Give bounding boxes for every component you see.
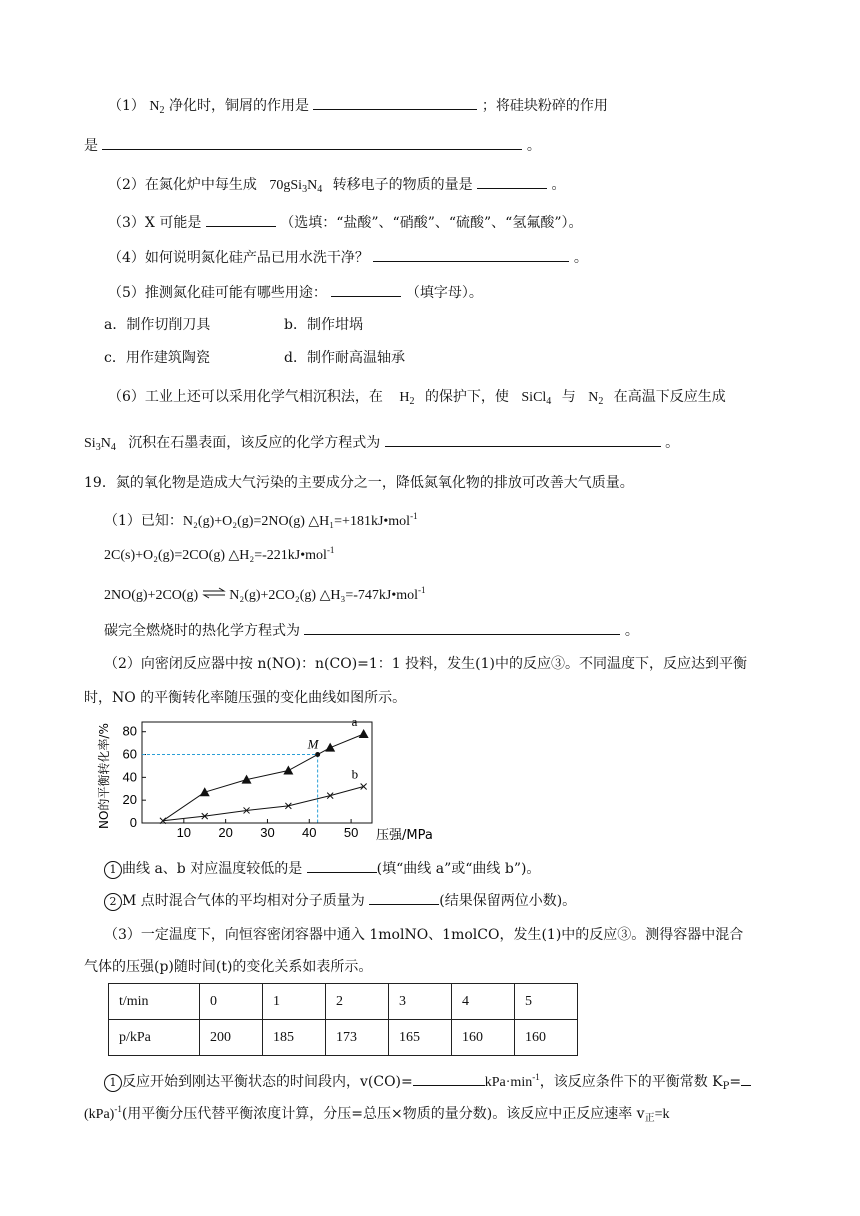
punctuation: = — [729, 1074, 742, 1090]
table-cell: 200 — [200, 1020, 263, 1056]
answer-blank[interactable] — [369, 890, 439, 905]
x-tick-label: 20 — [218, 825, 233, 840]
option-b: b．制作坩埚 — [284, 317, 363, 333]
subscript: 2 — [159, 105, 165, 116]
unit: kPa·min — [484, 1075, 533, 1090]
table-cell: 185 — [263, 1020, 326, 1056]
answer-blank[interactable] — [741, 1071, 751, 1086]
question-text: 的保护下，使 — [424, 389, 509, 405]
punctuation: 。 — [551, 177, 566, 193]
q19-s2-line1: （2）向密闭反应器中按 n(NO)：n(CO)=1：1 投料，发生(1)中的反应③。不同温度下，反应达到平衡 — [104, 656, 747, 672]
formula: H — [399, 390, 410, 405]
question-text: （6）工业上还可以采用化学气相沉积法，在 — [108, 389, 383, 405]
answer-blank[interactable] — [331, 282, 401, 297]
answer-blank[interactable] — [304, 620, 620, 635]
q19-eq1-line: （1）已知：N₂(g)+O₂(g)=2NO(g) △H₁=+181kJ•mol$^{-1}$ — [104, 511, 418, 529]
punctuation: 。 — [624, 623, 639, 639]
question-text: (用平衡分压代替平衡浓度计算，分压=总压×物质的量分数)。该反应中正反应速率 v — [121, 1106, 645, 1122]
x-tick-label: 50 — [343, 825, 359, 840]
table-cell: 5 — [515, 984, 578, 1020]
q18-part1-line2 — [84, 135, 541, 156]
subscript: 正 — [644, 1113, 655, 1124]
punctuation: 。 — [665, 435, 680, 451]
superscript: -1 — [418, 585, 426, 595]
point-M — [315, 752, 320, 757]
q19-s3-line1: （3）一定温度下，向恒容密闭容器中通入 1molNO、1molCO，发生(1)中的反应③。测得容器中混合 — [104, 927, 744, 943]
series-a-point — [359, 729, 369, 738]
table-cell: 160 — [515, 1020, 578, 1056]
q18-part2 — [108, 174, 566, 200]
question-text: 净化时，铜屑的作用是 — [168, 98, 309, 114]
question-text: （5）推测氮化硅可能有哪些用途： — [108, 285, 327, 301]
subscript: 2 — [409, 396, 415, 407]
circled-number: 1 — [104, 861, 122, 879]
table-cell: 4 — [452, 984, 515, 1020]
circled-number: 1 — [104, 1074, 122, 1092]
series-a-point — [283, 766, 293, 775]
formula: N — [307, 178, 318, 193]
table-cell: 0 — [200, 984, 263, 1020]
punctuation: 。 — [526, 138, 541, 154]
q19-eq2-line — [104, 540, 334, 566]
answer-blank[interactable] — [477, 174, 547, 189]
y-tick-label: 20 — [122, 792, 137, 808]
q18-part1-line1 — [108, 95, 608, 121]
circled-number: 2 — [104, 893, 122, 911]
question-text: （选填：“盐酸”、“硝酸”、“硫酸”、“氢氟酸”）。 — [280, 215, 583, 231]
subscript: 4 — [110, 442, 116, 453]
q18-part3 — [108, 212, 583, 233]
table-cell: 165 — [389, 1020, 452, 1056]
subscript: 2 — [598, 396, 604, 407]
pressure-table — [108, 983, 578, 1056]
table-row — [109, 1020, 578, 1056]
answer-blank[interactable] — [385, 432, 661, 447]
question-text: 转移电子的物质的量是 — [332, 177, 473, 193]
y-tick-label: 80 — [122, 723, 137, 739]
series-label: a — [351, 716, 358, 729]
question-text: （2）在氮化炉中每生成 — [108, 177, 257, 193]
superscript: -1 — [326, 545, 335, 555]
answer-blank[interactable] — [413, 1071, 485, 1086]
table-cell: 2 — [326, 984, 389, 1020]
option-d: d．制作耐高温轴承 — [284, 350, 405, 366]
formula: N — [588, 390, 599, 405]
formula: SiCl — [521, 390, 547, 405]
question-text: 曲线 a、b 对应温度较低的是 — [122, 861, 303, 877]
question-text: ，该反应条件下的平衡常数 K — [539, 1074, 723, 1090]
equilibrium-arrow-icon — [202, 586, 226, 606]
series-a-point — [200, 787, 210, 796]
question-text: （3）X 可能是 — [108, 215, 202, 231]
q18-part6-line1 — [108, 387, 726, 412]
q18-part5 — [108, 282, 483, 303]
equation-3-right: N₂(g)+2CO₂(g) △H₃=-747kJ•mol — [229, 588, 419, 603]
y-axis-label: NO的平衡转化率/% — [97, 723, 111, 829]
question-text: 碳完全燃烧时的热化学方程式为 — [104, 623, 300, 639]
superscript: -1 — [410, 511, 418, 521]
table-cell: t/min — [109, 984, 200, 1020]
q19-eq3-line — [104, 580, 426, 606]
formula: Si — [84, 436, 96, 451]
q19-s3-q1-line2 — [84, 1099, 669, 1129]
question-text: （4）如何说明氮化硅产品已用水洗干净？ — [108, 250, 369, 266]
subscript: 3 — [302, 184, 308, 195]
formula: 70gSi — [269, 178, 303, 193]
question-text: 是 — [84, 138, 98, 154]
question-text: 在高温下反应生成 — [613, 389, 726, 405]
y-tick-label: 40 — [122, 769, 137, 785]
q19-s2-line2: 时，NO 的平衡转化率随压强的变化曲线如图所示。 — [84, 690, 407, 706]
question-text: （填字母）。 — [405, 285, 483, 301]
option-a: a．制作切削刀具 — [104, 317, 211, 333]
plot-frame — [142, 722, 372, 823]
point-M-label: M — [307, 736, 319, 752]
y-tick-label: 60 — [122, 746, 137, 762]
equation-1: N₂(g)+O₂(g)=2NO(g) △H₁=+181kJ•mol — [182, 514, 411, 529]
question-text: 与 — [561, 389, 576, 405]
q19-s2-q2 — [104, 890, 576, 911]
table-cell: p/kPa — [109, 1020, 200, 1056]
series-b-line — [163, 786, 364, 820]
formula: N — [149, 99, 160, 114]
superscript: -1 — [532, 1072, 540, 1082]
answer-blank[interactable] — [373, 247, 569, 262]
q19-s3-q1-line1 — [104, 1067, 751, 1097]
conversion-chart — [96, 716, 436, 848]
subscript: P — [722, 1081, 730, 1092]
question-text: ；将硅块粉碎的作用 — [481, 98, 608, 114]
q19-s2-q1 — [104, 858, 540, 879]
series-a-point — [325, 743, 335, 752]
q18-part4 — [108, 247, 588, 268]
table-cell: 173 — [326, 1020, 389, 1056]
series-label: b — [351, 766, 359, 782]
x-tick-label: 10 — [176, 825, 192, 840]
subscript: 4 — [546, 396, 552, 407]
question-text: 反应开始到刚达平衡状态的时间段内，v(CO)= — [122, 1074, 413, 1090]
formula: N — [100, 436, 111, 451]
answer-blank[interactable] — [307, 858, 377, 873]
punctuation: 。 — [573, 250, 588, 266]
x-axis-label: 压强/MPa — [376, 828, 433, 843]
subscript: 3 — [95, 442, 101, 453]
table-cell: 3 — [389, 984, 452, 1020]
part-number: （1） — [108, 98, 145, 114]
equation-2: 2C(s)+O₂(g)=2CO(g) △H₂=-221kJ•mol — [104, 548, 327, 563]
answer-blank[interactable] — [313, 95, 477, 110]
x-tick-label: 40 — [302, 825, 317, 840]
superscript: -1 — [114, 1104, 122, 1114]
y-tick-label: 0 — [129, 815, 137, 830]
series-a-line — [163, 734, 364, 821]
q19-s3-line2: 气体的压强(p)随时间(t)的变化关系如表所示。 — [84, 959, 373, 975]
answer-blank[interactable] — [206, 212, 276, 227]
equation-3-left: 2NO(g)+2CO(g) — [104, 588, 199, 603]
question-text: (填“曲线 a”或“曲线 b”)。 — [376, 861, 541, 877]
q19-s1 — [104, 620, 639, 641]
subscript: 4 — [317, 184, 323, 195]
formula: =k — [654, 1107, 670, 1122]
option-c: c．用作建筑陶瓷 — [104, 350, 210, 366]
answer-blank[interactable] — [102, 135, 522, 150]
question-text: (结果保留两位小数)。 — [439, 893, 577, 909]
table-cell: 1 — [263, 984, 326, 1020]
table-cell: 160 — [452, 1020, 515, 1056]
question-text: 沉积在石墨表面，该反应的化学方程式为 — [128, 435, 381, 451]
table-row — [109, 984, 578, 1020]
q19-intro: 19．氮的氧化物是造成大气污染的主要成分之一，降低氮氧化物的排放可改善大气质量。 — [84, 475, 634, 491]
series-b-point — [361, 783, 367, 789]
q18-part6-line2 — [84, 432, 679, 458]
series-b-point — [327, 793, 333, 799]
unit: (kPa) — [84, 1107, 115, 1122]
x-tick-label: 30 — [260, 825, 275, 840]
question-text: M 点时混合气体的平均相对分子质量为 — [122, 893, 365, 909]
